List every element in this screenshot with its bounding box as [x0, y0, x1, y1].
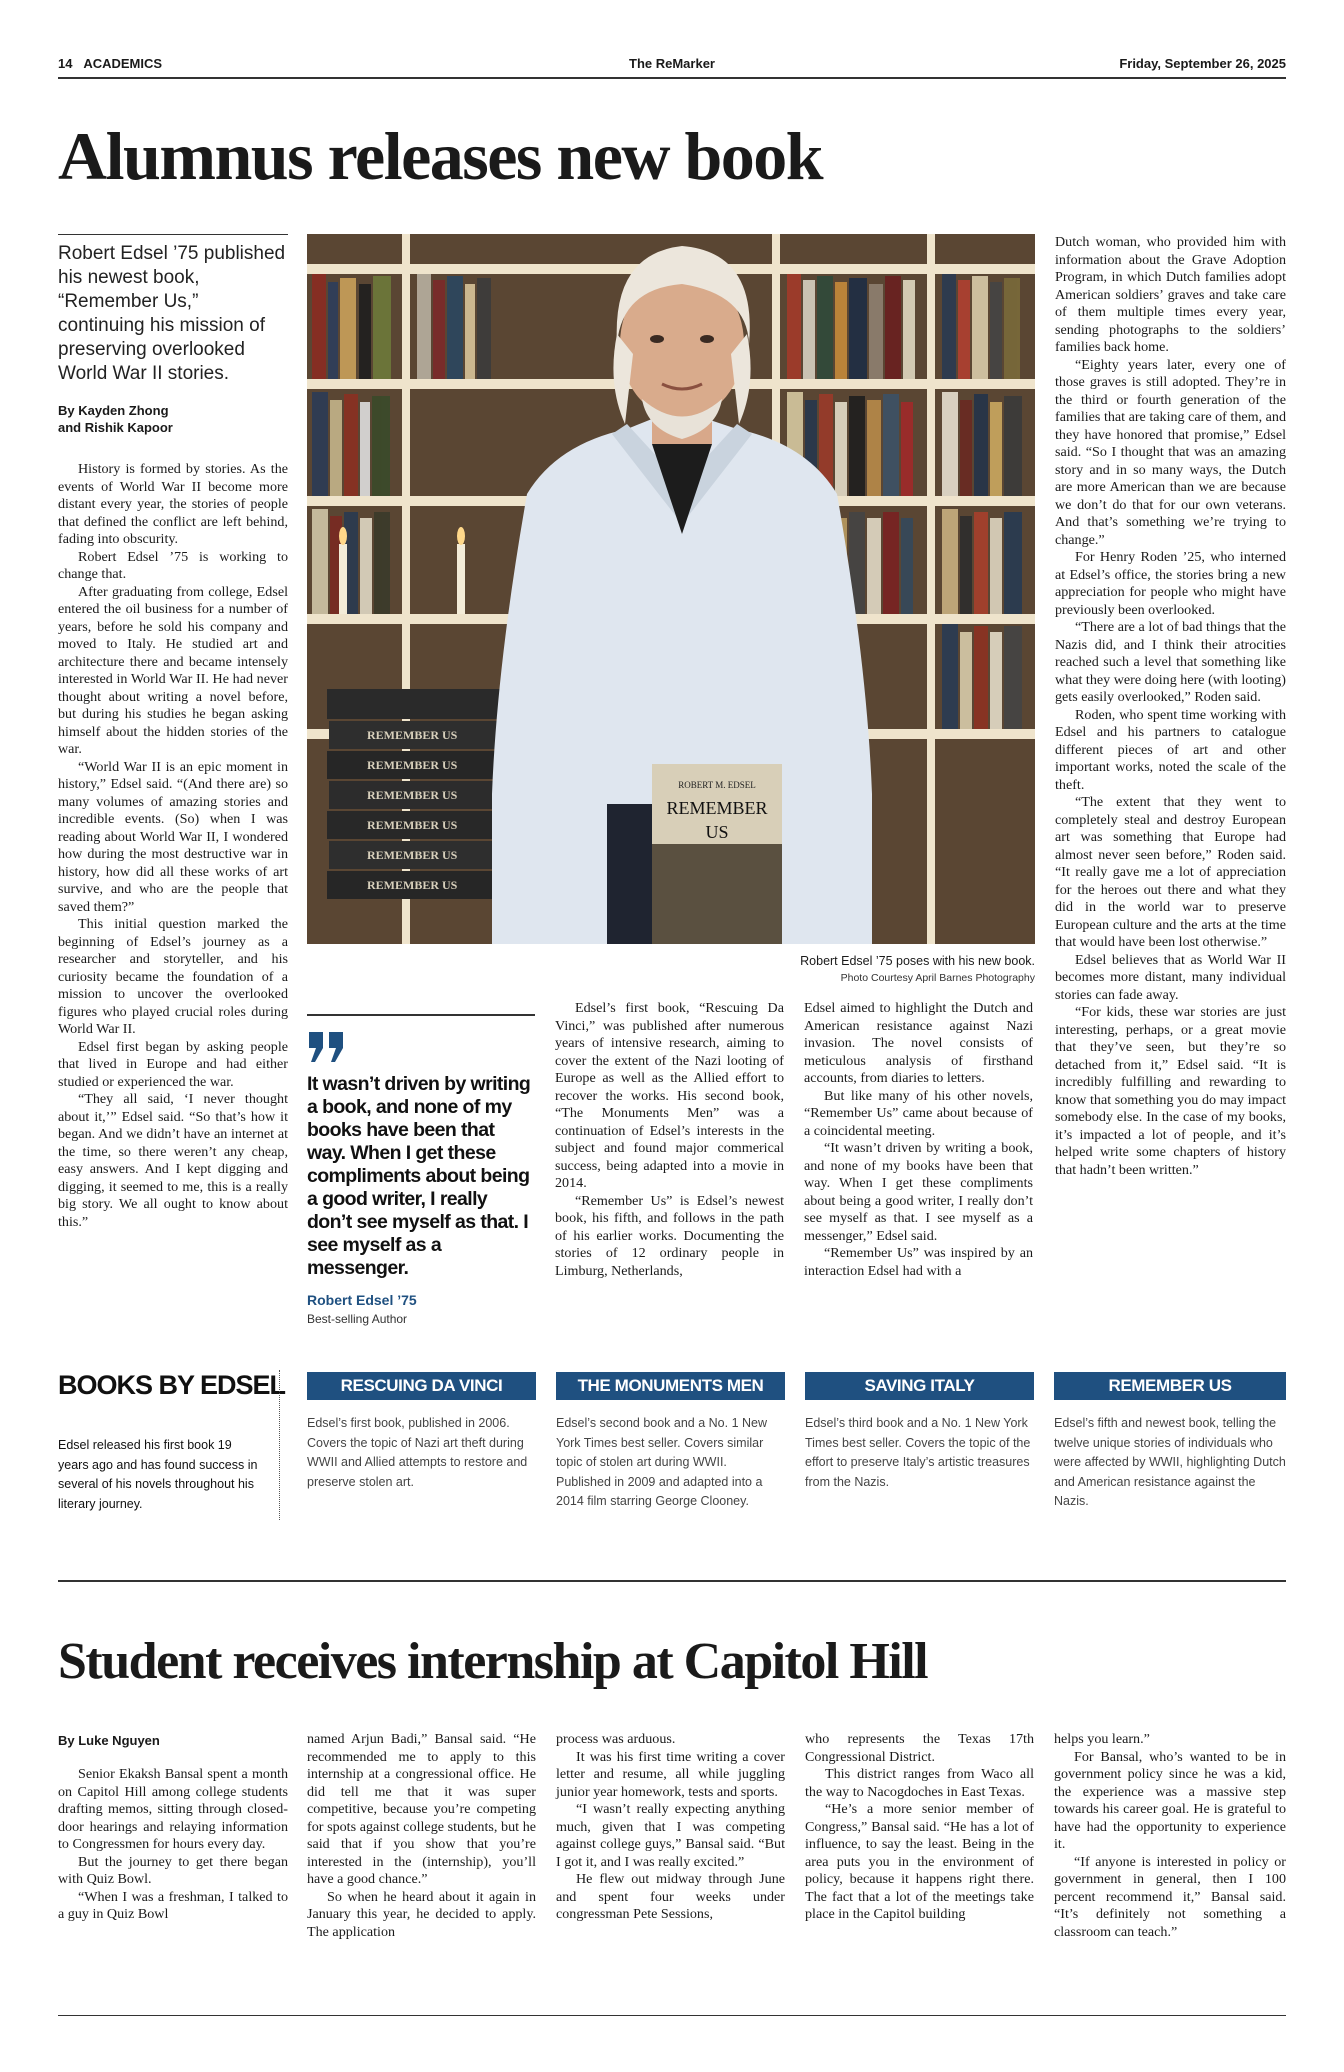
- paragraph: Roden, who spent time working with Edsel and his partners to catalogue different pieces of art and other important works, noted the scale of the theft.: [1055, 706, 1286, 793]
- paragraph: “The extent that they went to completely steal and destroy European art was something that Europe had almost never seen before,” Roden said. “It really gave me a lot of appreciation for the heroes out there and what they did in the world war to preserve European culture and the arts at the time that would have been lost otherwise.”: [1055, 794, 1286, 950]
- stack-label: REMEMBER US: [367, 758, 458, 772]
- book-description: Edsel’s second book and a No. 1 New York Times best seller. Covers similar topic of stolen art during WWII. Published in 2009 and adapted into a 2014 film starring George Clooney.: [556, 1416, 768, 1508]
- pull-quote-name: Robert Edsel ’75: [307, 1291, 417, 1308]
- book-title-bar: SAVING ITALY: [805, 1372, 1034, 1400]
- paragraph: Senior Ekaksh Bansal spent a month on Capitol Hill among college students drafting memos, sitting through closed-door hearings and relaying information to Congressmen for hours every day.: [58, 1766, 288, 1852]
- issue-date: Friday, September 26, 2025: [1119, 56, 1286, 71]
- paragraph: “They all said, ‘I never thought about it,’” Edsel said. “So that’s how it began. And we didn’t have an internet at the time, so there weren’t any cheap, easy answers. And I kept digging and digging, it seemed to me, this is a really big story. We all ought to know about this.”: [58, 1091, 288, 1230]
- paragraph: “When I was a freshman, I talked to a guy in Quiz Bowl: [58, 1888, 288, 1922]
- books-box-intro: Edsel released his first book 19 years ago and has found success in several of his novels throughout his literary journey.: [58, 1438, 258, 1511]
- article2-column-3: [556, 1731, 785, 1924]
- stack-label: REMEMBER US: [367, 878, 458, 892]
- paragraph: “For kids, these war stories are just interesting, perhaps, or a great movie that they’ve seen, but they’re so detached from it,” Edsel said. “It is incredibly fulfilling and rewarding to know that something you do may impact somebody else. In the case of my books, it’s impacted a lot of people, and it’s helped write some chapters of history that hadn’t been written.”: [1055, 1004, 1286, 1178]
- pull-quote-rule: [307, 1014, 535, 1016]
- paragraph: History is formed by stories. As the events of World War II become more distant every year, the stories of people that defined the conflict are left behind, fading into obscurity.: [58, 461, 288, 547]
- held-book-title-2: US: [705, 822, 729, 842]
- article2-column-2: [307, 1731, 536, 1941]
- paragraph: helps you learn.”: [1054, 1731, 1150, 1747]
- paragraph: named Arjun Badi,” Bansal said. “He recommended me to apply to this internship at a congressional office. He did tell me that it was super competitive, because you’re competing for spots against college students, but he said that if you show that you’re interested in the (internship), you’ll have a good chance.”: [307, 1731, 536, 1887]
- book-description: Edsel’s third book and a No. 1 New York Times best seller. Covers the topic of the effort to preserve Italy’s artistic treasures from the Nazis.: [805, 1416, 1031, 1489]
- paragraph: But like many of his other novels, “Remember Us” came about because of a coincidental meeting.: [804, 1087, 1033, 1139]
- paragraph: Edsel’s first book, “Rescuing Da Vinci,” was published after numerous years of intensive research, aiming to cover the extent of the Nazi looting of Europe as well as the Allied effort to recover the works. His second book, “The Monuments Men” was a continuation of Edsel’s interests in the subject and found major commerical success, being adapted into a movie in 2014.: [555, 1000, 784, 1191]
- paragraph: But the journey to get there began with Quiz Bowl.: [58, 1853, 288, 1887]
- quote-mark-icon: [307, 1030, 347, 1066]
- article-column-3: [555, 1000, 784, 1280]
- stack-label: REMEMBER US: [367, 728, 458, 742]
- held-book-author: ROBERT M. EDSEL: [678, 780, 756, 790]
- paragraph: “There are a lot of bad things that the Nazis did, and I think their atrocities reached such a level that something like what they were doing here (with looting) gets easily overlooked,” Roden said.: [1055, 619, 1286, 705]
- paragraph: Edsel aimed to highlight the Dutch and American resistance against Nazi invasion. The novel consists of meticulous analysis of firsthand accounts, from diaries to letters.: [804, 1000, 1033, 1086]
- paragraph: “Remember Us” is Edsel’s newest book, his fifth, and follows in the path of his earlier works. Documenting the stories of 12 ordinary people in Limburg, Netherlands,: [555, 1192, 784, 1279]
- books-box-title: BOOKS BY EDSEL: [58, 1370, 286, 1400]
- paragraph: “Eighty years later, every one of those graves is still adopted. They’re in the third or fourth generation of the families that are taking care of them, and they have honored that promise,” Edsel said. “So I thought that was an amazing story and in so many ways, the Dutch are more American than we are because we don’t do that for our own veterans. And that’s something we’re trying to change.”: [1055, 356, 1286, 548]
- book-title-bar: RESCUING DA VINCI: [307, 1372, 536, 1400]
- header-rule: [58, 77, 1286, 79]
- article2-column-4: [805, 1731, 1034, 1924]
- paragraph: “If anyone is interested in policy or government in general, then I 100 percent recommend it,” Bansal said. “It’s definitely not something a classroom can teach.”: [1054, 1853, 1286, 1940]
- paragraph: Dutch woman, who provided him with information about the Grave Adoption Program, in which Dutch families adopt American soldiers’ graves and take care of them multiple times every year, sending photographs to the soldiers’ families back home.: [1055, 234, 1286, 355]
- paragraph: “World War II is an epic moment in history,” Edsel said. “(And there are) so many volumes of amazing stories and incredible events. (So) when I was reading about World War II, I wondered how during the most destructive war in history, how did all these works of art survive, and who are the people that saved them?”: [58, 758, 288, 915]
- article-column-5: [1055, 234, 1286, 1179]
- article-byline: [58, 402, 173, 436]
- stack-label: REMEMBER US: [367, 848, 458, 862]
- paragraph: This initial question marked the beginning of Edsel’s journey as a researcher and storyteller, and his curiosity became the foundation of a mission to uncover the overlooked figures who played crucial roles during World War II.: [58, 916, 288, 1037]
- books-box-divider: [279, 1370, 280, 1520]
- held-book: [652, 764, 782, 944]
- book-title-bar: THE MONUMENTS MEN: [556, 1372, 785, 1400]
- paragraph: Edsel believes that as World War II becomes more distant, many individual stories can fade away.: [1055, 951, 1286, 1003]
- photo-caption: Robert Edsel ’75 poses with his new book.: [800, 954, 1035, 968]
- paper-name: The ReMarker: [629, 56, 715, 71]
- paragraph: who represents the Texas 17th Congressional District.: [805, 1731, 1034, 1765]
- paragraph: It was his first time writing a cover letter and resume, all while juggling junior year homework, tests and sports.: [556, 1748, 785, 1800]
- paragraph: This district ranges from Waco all the way to Nacogdoches in East Texas.: [805, 1766, 1034, 1800]
- stack-label: REMEMBER US: [367, 788, 458, 802]
- pull-quote: [307, 1014, 535, 1326]
- article-column-4: [804, 1000, 1033, 1280]
- article-photo: [307, 234, 1035, 944]
- paragraph: For Henry Roden ’25, who interned at Edsel’s office, the stories bring a new appreciation for people who might have previously been overlooked.: [1055, 549, 1286, 618]
- byline-line-2: and Rishik Kapoor: [58, 420, 173, 435]
- paragraph: Edsel first began by asking people that lived in Europe and had either studied or experienced the war.: [58, 1038, 288, 1090]
- held-book-title-1: REMEMBER: [666, 798, 768, 818]
- paragraph: He flew out midway through June and spent four weeks under congressman Pete Sessions,: [556, 1871, 785, 1922]
- article2-column-1: [58, 1766, 288, 1924]
- article-separator: [58, 1580, 1286, 1582]
- dek-rule: [58, 234, 288, 235]
- paragraph: “Remember Us” was inspired by an interaction Edsel had with a: [804, 1245, 1033, 1279]
- page-number: 14: [58, 56, 73, 71]
- stack-label: REMEMBER US: [367, 818, 458, 832]
- section-label: ACADEMICS: [83, 56, 163, 71]
- paragraph: “I wasn’t really expecting anything much, given that I was competing against college guys,” Bansal said. “But I got it, and I was really excited.”: [556, 1801, 785, 1870]
- photo-credit: Photo Courtesy April Barnes Photography: [840, 972, 1035, 984]
- article-headline: Student receives internship at Capitol Hill: [58, 1633, 928, 1690]
- paragraph: process was arduous.: [556, 1731, 676, 1747]
- paragraph: For Bansal, who’s wanted to be in government policy since he was a kid, the experience was a massive step towards his career goal. He is grateful to have had the opportunity to experience it.: [1054, 1748, 1286, 1852]
- book-description: Edsel’s first book, published in 2006. Covers the topic of Nazi art theft during WWII and Allied attempts to restore and preserve stolen art.: [307, 1416, 528, 1489]
- article2-column-5: [1054, 1731, 1286, 1941]
- paragraph: “It wasn’t driven by writing a book, and none of my books have been that way. When I get these compliments about being a good writer, I really don’t see myself as that. I see myself as a messenger,” Edsel said.: [804, 1140, 1033, 1244]
- byline-line-1: By Kayden Zhong: [58, 403, 169, 418]
- footer-rule: [58, 2015, 1286, 2016]
- paragraph: After graduating from college, Edsel entered the oil business for a number of years, before he sold his company and moved to Italy. He studied art and architecture there and became intensely interested in World War II. He had never thought about writing a novel before, but during his studies he began asking himself about the hidden stories of the war.: [58, 583, 288, 757]
- pull-quote-title: Best-selling Author: [307, 1311, 408, 1326]
- article-byline: By Luke Nguyen: [58, 1733, 160, 1748]
- article-headline: Alumnus releases new book: [58, 118, 823, 194]
- paragraph: Robert Edsel ’75 is working to change that.: [58, 548, 288, 582]
- paragraph: So when he heard about it again in January this year, he decided to apply. The application: [307, 1888, 536, 1940]
- book-title-bar: REMEMBER US: [1054, 1372, 1286, 1400]
- paragraph: “He’s a more senior member of Congress,” Bansal said. “He has a lot of influence, to say the least. Being in the area puts you in the environment of policy, because it happens right there. The fact that a lot of the meetings take place in the Capitol building: [805, 1801, 1034, 1922]
- photo-illustration: [307, 234, 1035, 944]
- book-description: Edsel’s fifth and newest book, telling the twelve unique stories of individuals who were affected by WWII, highlighting Dutch and American resistance against the Nazis.: [1054, 1416, 1286, 1508]
- pull-quote-text: It wasn’t driven by writing a book, and none of my books have been that way. When I get these compliments about being a good writer, I really don’t see myself as that. I see myself as a messenger.: [307, 1072, 531, 1279]
- article-dek: Robert Edsel ’75 published his newest book, “Remember Us,” continuing his mission of preserving overlooked World War II stories.: [58, 243, 286, 384]
- article-column-1: [58, 461, 288, 1231]
